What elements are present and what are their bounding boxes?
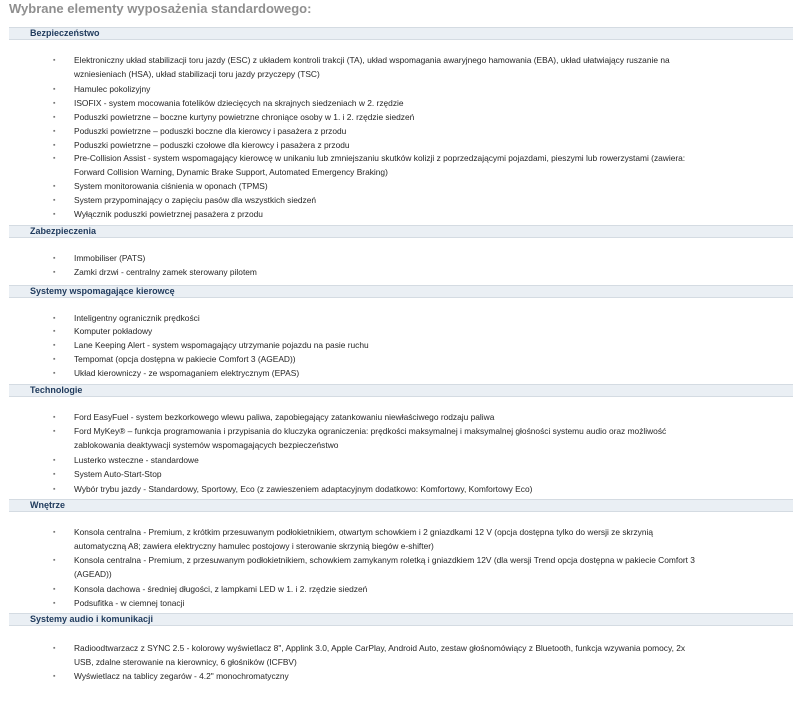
section-title: Systemy wspomagające kierowcę (30, 286, 175, 296)
bullet-icon: ▪ (53, 183, 56, 190)
section-title: Systemy audio i komunikacji (30, 614, 154, 624)
list-item: zablokowania deaktywacji systemów wspomagających bezpieczeństwo (74, 440, 339, 450)
section-header-band (9, 499, 793, 512)
bullet-icon: ▪ (53, 645, 56, 652)
bullet-icon: ▪ (53, 315, 56, 322)
list-item: System przypominający o zapięciu pasów dla wszystkich siedzeń (74, 195, 317, 205)
list-item: Wyłącznik poduszki powietrznej pasażera z przodu (74, 209, 263, 219)
list-item: Wybór trybu jazdy - Standardowy, Sportowy, Eco (z zawieszeniem adaptacyjnym dodatkowo: Komfortowy, Komfortowy Eco) (74, 484, 533, 494)
list-item: Konsola dachowa - średniej długości, z lampkami LED w 1. i 2. rzędzie siedzeń (74, 584, 368, 594)
list-item: Immobiliser (PATS) (74, 253, 146, 263)
list-item: Radioodtwarzacz z SYNC 2.5 - kolorowy wyświetlacz 8", Applink 3.0, Apple CarPlay, Android Auto, zestaw głośnomówiący z Bluetooth, funkcja wzywania pomocy, 2x (74, 643, 686, 653)
list-item: (AGEAD)) (74, 569, 112, 579)
bullet-icon: ▪ (53, 600, 56, 607)
bullet-icon: ▪ (53, 428, 56, 435)
bullet-icon: ▪ (53, 114, 56, 121)
list-item: ISOFIX - system mocowania fotelików dziecięcych na skrajnych siedzeniach w 2. rzędzie (74, 98, 404, 108)
list-item: Wyświetlacz na tablicy zegarów - 4.2" monochromatyczny (74, 671, 289, 681)
bullet-icon: ▪ (53, 57, 56, 64)
bullet-icon: ▪ (53, 529, 56, 536)
bullet-icon: ▪ (53, 211, 56, 218)
bullet-icon: ▪ (53, 86, 56, 93)
list-item: Konsola centralna - Premium, z krótkim przesuwanym podłokietnikiem, otwartym schowkiem i 2 gniazdkami 12 V (opcja dostępna tylko do wersji ze skrzynią (74, 527, 654, 537)
bullet-icon: ▪ (53, 370, 56, 377)
list-item: Lusterko wsteczne - standardowe (74, 455, 199, 465)
bullet-icon: ▪ (53, 586, 56, 593)
section-title: Wnętrze (30, 500, 66, 510)
bullet-icon: ▪ (53, 342, 56, 349)
list-item: Poduszki powietrzne – poduszki czołowe dla kierowcy i pasażera z przodu (74, 140, 350, 150)
list-item: automatyczną A8; zawiera elektryczny hamulec postojowy i sterowanie skrzynią biegów e-shifter) (74, 541, 434, 551)
bullet-icon: ▪ (53, 269, 56, 276)
list-item: Ford MyKey® – funkcja programowania i przypisania do kluczyka ograniczenia: prędkości maksymalnej i maksymalnej głośności systemu audio oraz możliwość (74, 426, 667, 436)
list-item: Tempomat (opcja dostępna w pakiecie Comfort 3 (AGEAD)) (74, 354, 296, 364)
list-item: Podsufitka - w ciemnej tonacji (74, 598, 185, 608)
bullet-icon: ▪ (53, 197, 56, 204)
bullet-icon: ▪ (53, 414, 56, 421)
list-item: System Auto-Start-Stop (74, 469, 162, 479)
list-item: Forward Collision Warning, Dynamic Brake Support, Automated Emergency Braking) (74, 167, 388, 177)
section-title: Technologie (30, 385, 83, 395)
bullet-icon: ▪ (53, 673, 56, 680)
section-header-band (9, 27, 793, 40)
bullet-icon: ▪ (53, 128, 56, 135)
section-title: Bezpieczeństwo (30, 28, 100, 38)
list-item: Hamulec pokolizyjny (74, 84, 151, 94)
list-item: Elektroniczny układ stabilizacji toru jazdy (ESC) z układem kontroli trakcji (TA), układ wspomagania awaryjnego hamowania (EBA), układ ułatwiający ruszanie na (74, 55, 670, 65)
bullet-icon: ▪ (53, 486, 56, 493)
list-item: Poduszki powietrzne – boczne kurtyny powietrzne chroniące osoby w 1. i 2. rzędzie siedzeń (74, 112, 415, 122)
list-item: USB, zdalne sterowanie na kierownicy, 6 głośników (ICFBV) (74, 657, 297, 667)
bullet-icon: ▪ (53, 155, 56, 162)
list-item: Lane Keeping Alert - system wspomagający utrzymanie pojazdu na pasie ruchu (74, 340, 369, 350)
list-item: System monitorowania ciśnienia w oponach (TPMS) (74, 181, 268, 191)
list-item: Ford EasyFuel - system bezkorkowego wlewu paliwa, zapobiegający zatankowaniu niewłaściwego rodzaju paliwa (74, 412, 495, 422)
section-title: Zabezpieczenia (30, 226, 97, 236)
bullet-icon: ▪ (53, 557, 56, 564)
list-item: Pre-Collision Assist - system wspomagający kierowcę w unikaniu lub zmniejszaniu skutków kolizji z poprzedzającymi pojazdami, pieszymi lub rowerzystami (zawiera: (74, 153, 686, 163)
section-header-band (9, 384, 793, 397)
list-item: Poduszki powietrzne – poduszki boczne dla kierowcy i pasażera z przodu (74, 126, 347, 136)
list-item: Zamki drzwi - centralny zamek sterowany pilotem (74, 267, 257, 277)
bullet-icon: ▪ (53, 457, 56, 464)
bullet-icon: ▪ (53, 328, 56, 335)
list-item: Konsola centralna - Premium, z przesuwanym podłokietnikiem, schowkiem zamykanym roletką i gniazdkiem 12V (dla wersji Trend opcja dostępna w pakiecie Comfort 3 (74, 555, 695, 565)
bullet-icon: ▪ (53, 100, 56, 107)
section-header-band (9, 225, 793, 238)
page-title: Wybrane elementy wyposażenia standardowego: (9, 1, 312, 16)
bullet-icon: ▪ (53, 142, 56, 149)
list-item: Komputer pokładowy (74, 326, 153, 336)
bullet-icon: ▪ (53, 471, 56, 478)
bullet-icon: ▪ (53, 356, 56, 363)
list-item: Inteligentny ogranicznik prędkości (74, 313, 200, 323)
bullet-icon: ▪ (53, 255, 56, 262)
list-item: wzniesieniach (HSA), układ stabilizacji toru jazdy przyczepy (TSC) (74, 69, 320, 79)
list-item: Układ kierowniczy - ze wspomaganiem elektrycznym (EPAS) (74, 368, 300, 378)
